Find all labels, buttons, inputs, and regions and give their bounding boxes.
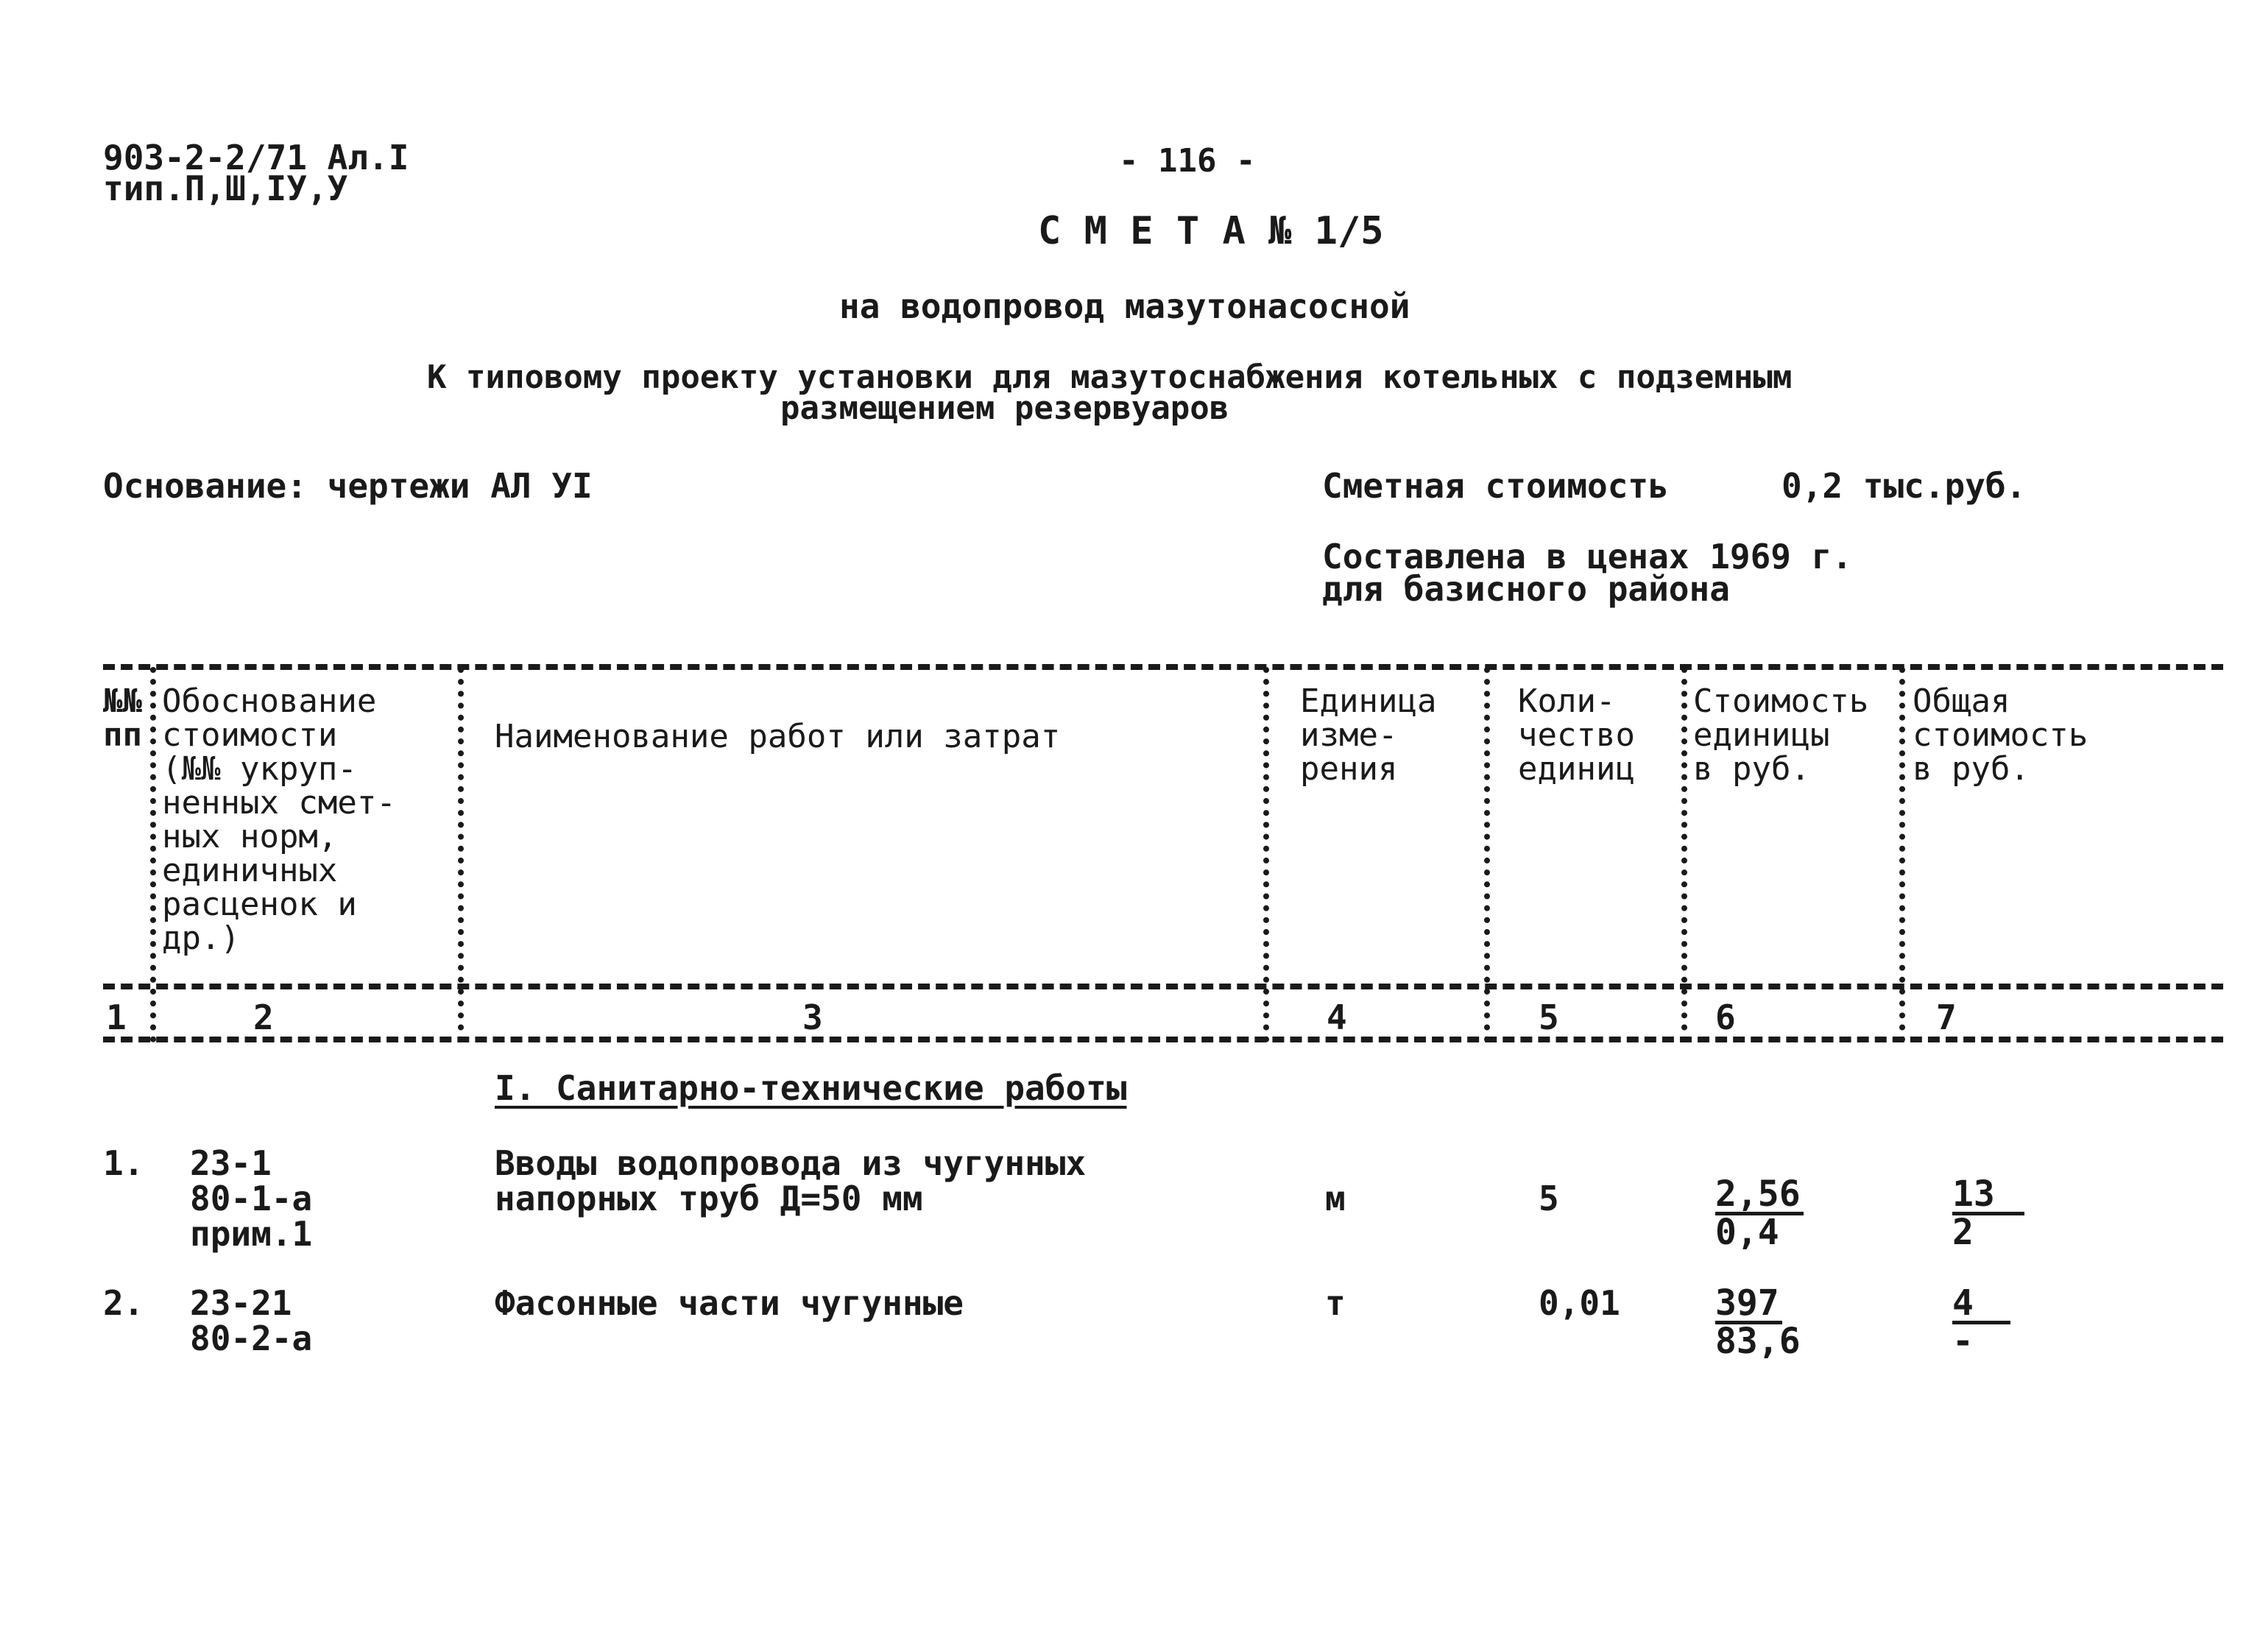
- row-number: 1.: [103, 1143, 144, 1183]
- basis-label: Основание: чертежи АЛ УI: [103, 466, 593, 506]
- page-number: - 116 -: [1119, 142, 1256, 180]
- price-basis: [1322, 539, 1852, 607]
- header-cell-quantity: Коли- чество единиц: [1518, 682, 1635, 788]
- row-name: Фасонные части чугунные: [495, 1283, 964, 1323]
- column-separator: [1681, 667, 1687, 1042]
- unit-cost-top: 2,56: [1715, 1176, 1804, 1215]
- column-separator: [1899, 667, 1905, 1042]
- column-separator: [150, 667, 156, 1042]
- row-basis: 23-21 80-2-а: [190, 1283, 313, 1358]
- total-cost-bottom: -: [1952, 1321, 1974, 1362]
- unit-cost-bottom: 83,6: [1715, 1321, 1801, 1362]
- unit-cost-bottom: 0,4: [1715, 1212, 1779, 1253]
- document-code-line-1: 903-2-2/71 Ал.I: [103, 138, 409, 177]
- column-number: 5: [1539, 998, 1559, 1037]
- column-separator: [1484, 667, 1490, 1042]
- estimated-cost-value: 0,2 тыс.руб.: [1781, 466, 2027, 506]
- project-description: [427, 361, 1792, 426]
- column-number: 7: [1936, 998, 1957, 1037]
- column-separator: [458, 667, 464, 1042]
- header-cell-unit-cost: Стоимость единицы в руб.: [1693, 682, 1869, 788]
- column-separator: [1263, 667, 1269, 1042]
- column-number: 2: [253, 998, 274, 1037]
- header-cell-unit: Единица изме- рения: [1300, 682, 1437, 788]
- column-number: 4: [1327, 998, 1347, 1037]
- price-basis-line-2: для базисного района: [1322, 569, 1730, 609]
- project-line-2: размещением резервуаров: [780, 389, 1229, 427]
- row-quantity: 0,01: [1539, 1283, 1620, 1323]
- row-number: 2.: [103, 1283, 144, 1323]
- total-cost-bottom: 2: [1952, 1212, 1974, 1253]
- section-title: I. Санитарно-технические работы: [495, 1068, 1127, 1108]
- row-quantity: 5: [1539, 1179, 1559, 1218]
- header-cell-number: №№ пп: [103, 682, 142, 754]
- row-total-cost: [1952, 1282, 2010, 1362]
- header-cell-name: Наименование работ или затрат: [495, 718, 1061, 755]
- unit-cost-top: 397: [1715, 1285, 1782, 1324]
- column-number: 3: [802, 998, 823, 1037]
- document-code-line-2: тип.П,Ш,IУ,У: [103, 169, 348, 208]
- column-numbers-rule: [103, 1037, 2223, 1042]
- row-unit-cost: [1715, 1173, 1804, 1253]
- row-basis: 23-1 80-1-а прим.1: [190, 1143, 313, 1254]
- table-top-rule: [103, 664, 2223, 670]
- document-title: С М Е Т А № 1/5: [1038, 209, 1384, 253]
- document-subtitle: на водопровод мазутонасосной: [839, 286, 1410, 326]
- total-cost-top: 13: [1952, 1176, 2024, 1215]
- row-total-cost: [1952, 1173, 2024, 1253]
- header-cell-total-cost: Общая стоимость в руб.: [1913, 682, 2088, 788]
- column-number: 1: [106, 998, 127, 1037]
- header-bottom-rule: [103, 984, 2223, 989]
- total-cost-top: 4: [1952, 1285, 2010, 1324]
- row-unit-cost: [1715, 1282, 1801, 1362]
- row-name: Вводы водопровода из чугунных напорных труб Д=50 мм: [495, 1143, 1087, 1218]
- project-line-1: К типовому проекту установки для мазутоснабжения котельных с подземным: [427, 359, 1793, 396]
- price-basis-line-1: Составлена в ценах 1969 г.: [1322, 537, 1853, 576]
- column-number: 6: [1715, 998, 1736, 1037]
- row-unit: м: [1325, 1179, 1346, 1218]
- row-unit: т: [1325, 1283, 1346, 1323]
- header-cell-basis: Обоснование стоимости (№№ укруп- ненных смет- ных норм, единичных расценок и др.): [162, 682, 396, 957]
- estimated-cost-label: Сметная стоимость: [1322, 466, 1669, 506]
- document-code: [103, 140, 409, 206]
